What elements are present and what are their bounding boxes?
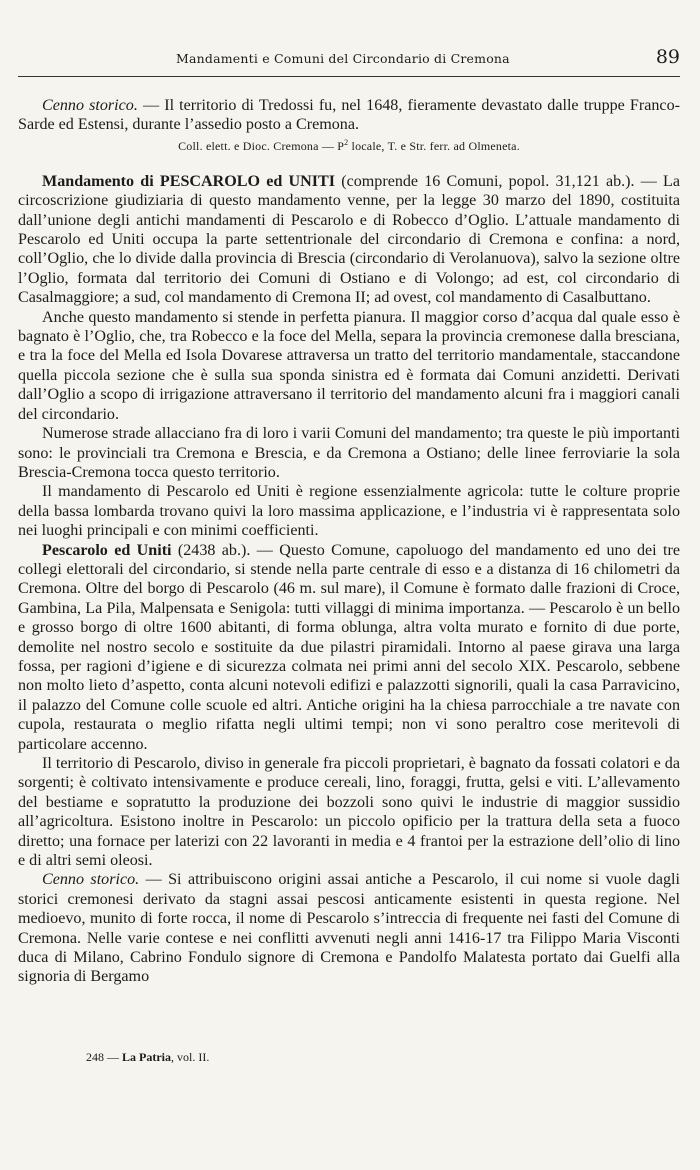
- section-heading: Mandamento di PESCAROLO ed UNITI: [42, 172, 336, 190]
- paragraph-roads: Numerose strade allacciano fra di loro i varii Comuni del mandamento; tra queste le più importanti sono: le provinciali tra Cremona e Brescia, e da Cremona a Ostiano; delle linee ferroviarie la sola Brescia-Cremona tocca questo territorio.: [18, 425, 680, 481]
- section-label: Cenno storico.: [42, 871, 140, 889]
- paragraph-terrain: Anche questo mandamento si stende in perfetta pianura. Il maggior corso d’acqua dal quale esso è bagnato è l’Oglio, che, tra Robecco e la foce del Mella, separa la provincia cremonese dalla bresciana, e tra la foce del Mella ed Isola Dovarese attraversa un tratto del territorio mandamentale, staccandone quella piccola sezione che è sulla sua sponda sinistra ed è formata dai Comuni anzidetti. Derivati dall’Oglio a scopo di irrigazione attraversano il territorio del mandamento alcuni fra i maggiori canali del circondario.: [18, 308, 680, 423]
- paragraph-mandamento: Mandamento di PESCAROLO ed UNITI (comprende 16 Comuni, popol. 31,121 ab.). — La circoscrizione giudiziaria di questo mandamento venne, per la legge 30 marzo del 1890, costituita dall’unione degli antichi mandamenti di Pescarolo e di Robecco d’Oglio. L’attuale mandamento di Pescarolo ed Uniti occupa la parte settentrionale del circondario di Cremona e confina: a nord, coll’Oglio, che lo divide dalla provincia di Brescia (circondario di Verolanuova), salvo la sezione oltre l’Oglio, formata dal territorio dei Comuni di Ostiano e di Volongo; ad est, col circondario di Casalmaggiore; a sud, col mandamento di Cremona II; ad ovest, col mandamento di Casalbuttano.: [18, 172, 680, 307]
- paragraph-pescarolo-history: Cenno storico. — Si attribuiscono origini assai antiche a Pescarolo, il cui nome si vuole dagli storici cremonesi derivato da stagni assai pescosi anticamente esistenti in questa regione. Nel medioevo, munito di forte rocca, il nome di Pescarolo s’intreccia di frequente nei fasti del Comune di Cremona. Nelle varie contese e nei conflitti avvenuti negli anni 1416-17 tra Filippo Maria Visconti duca di Milano, Cabrino Fondulo signore di Cremona e Pandolfo Malatesta portato dai Guelfi alla signoria di Bergamo: [18, 871, 680, 986]
- header-rule: [18, 76, 680, 77]
- publication-title: La Patria: [122, 1050, 171, 1064]
- electoral-note: Coll. elett. e Dioc. Cremona — $P^2$ locale, T. e Str. ferr. ad Olmeneta.: [178, 137, 520, 153]
- paragraph-territory: Il territorio di Pescarolo, diviso in generale fra piccoli proprietari, è bagnato da fossati colatori e da sorgenti; è coltivato intensivamente e produce cereali, lino, foraggi, frutta, gelsi e viti. L’allevamento del bestiame e sopratutto la produzione dei bozzoli sono quivi le industrie di maggior sussidio all’agricoltura. Esistono inoltre in Pescarolo: un piccolo opificio per la trattura della seta a fuoco diretto; una fornace per laterizi con 22 lavoranti in media e 4 frantoi per la estrazione dell’olio di lino e di altri semi oleosi.: [18, 755, 680, 870]
- volume-label: , vol. II.: [171, 1050, 210, 1064]
- section-label: Cenno storico.: [42, 97, 138, 114]
- body-text: [18, 96, 680, 987]
- paragraph-tredossi-history: Cenno storico. — Il territorio di Tredossi fu, nel 1648, fieramente devastato dalle truppe Franco-Sarde ed Estensi, durante l’assedio posto a Cremona.: [18, 97, 680, 134]
- page: [18, 0, 680, 1170]
- page-number: 89: [655, 46, 680, 68]
- running-title: Mandamenti e Comuni del Circondario di Cremona: [176, 51, 510, 66]
- section-heading: Pescarolo ed Uniti: [42, 541, 172, 559]
- page-footer: [86, 1050, 209, 1065]
- page-header: [18, 46, 680, 72]
- signature-mark: 248 —: [86, 1050, 122, 1064]
- paragraph-agriculture: Il mandamento di Pescarolo ed Uniti è regione essenzialmente agricola: tutte le colture proprie della bassa lombarda trovano quivi la loro massima applicazione, e l’industria vi è rappresentata solo nei luoghi principali e con minimi coefficienti.: [18, 483, 680, 540]
- paragraph-pescarolo: Pescarolo ed Uniti (2438 ab.). — Questo Comune, capoluogo del mandamento ed uno dei tre collegi elettorali del circondario, si stende nella parte centrale di esso e a distanza di 16 chilometri da Cremona. Oltre del borgo di Pescarolo (46 m. sul mare), il Comune è formato dalle frazioni di Croce, Gambina, La Pila, Malpensata e Senigola: tutti villaggi di minima importanza. — Pescarolo è un bello e grosso borgo di oltre 1600 abitanti, di forma oblunga, altra volta murato e fornito di due porte, demolite nel nostro secolo e sostituite da due pilastri piramidali. Intorno al paese girava una larga fossa, per ragioni d’igiene e di sicurezza colmata nei primi anni del secolo XIX. Pescarolo, sebbene non molto lieto d’aspetto, conta alcuni notevoli edifizi e palazzotti signorili, quali la casa Parravicino, il palazzo del Comune colle scuole ed altri. Antiche origini ha la chiesa parrocchiale a tre navate con cupola, restaurata o meglio rifatta negli ultimi tempi; non vi sono peraltro cose meritevoli di particolare accenno.: [18, 541, 680, 753]
